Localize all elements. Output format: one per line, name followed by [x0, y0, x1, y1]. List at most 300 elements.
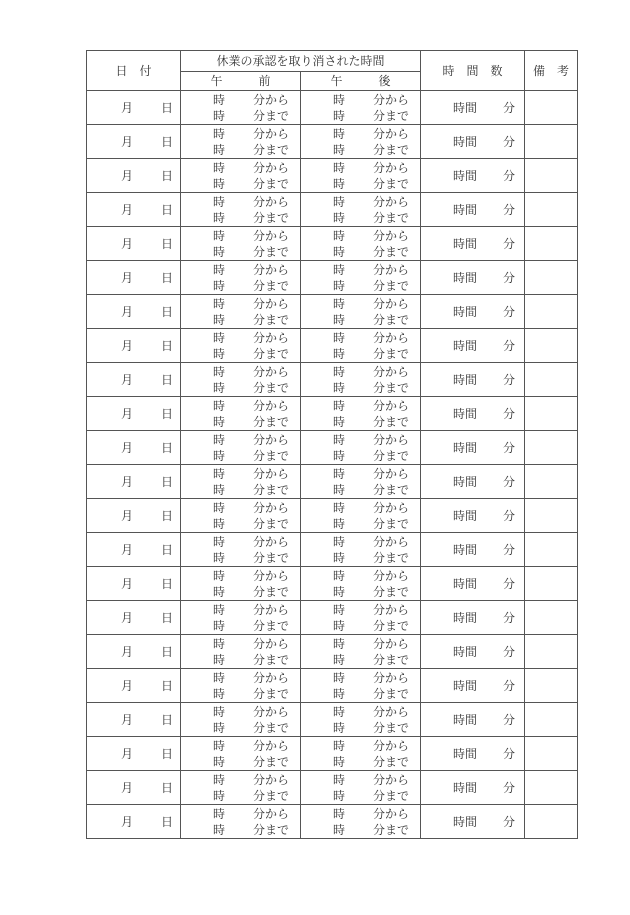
hours-cell[interactable]	[421, 261, 525, 295]
notes-cell[interactable]	[525, 805, 578, 839]
pm-time-cell[interactable]	[301, 567, 421, 601]
hour-label: 時	[333, 823, 346, 837]
notes-cell[interactable]	[525, 567, 578, 601]
pm-time-cell[interactable]	[301, 737, 421, 771]
hour-label: 時	[333, 603, 346, 617]
table-row	[87, 771, 578, 805]
minute-to-label: 分まで	[373, 653, 410, 667]
minute-from-label: 分から	[253, 399, 290, 413]
month-label: 月	[121, 679, 134, 693]
pm-time-cell[interactable]	[301, 431, 421, 465]
header-hours: 時 間 数	[421, 51, 525, 91]
minute-from-label: 分から	[253, 807, 290, 821]
hour-label: 時	[213, 297, 226, 311]
minute-to-label: 分まで	[253, 687, 290, 701]
hours-cell[interactable]	[421, 363, 525, 397]
month-label: 月	[121, 645, 134, 659]
am-time-cell[interactable]	[181, 567, 301, 601]
hours-cell[interactable]	[421, 635, 525, 669]
date-cell[interactable]	[87, 771, 181, 805]
date-cell[interactable]	[87, 737, 181, 771]
pm-time-cell[interactable]	[301, 125, 421, 159]
pm-time-cell[interactable]	[301, 227, 421, 261]
pm-time-cell[interactable]	[301, 805, 421, 839]
hour-label: 時	[333, 687, 346, 701]
minute-from-label: 分から	[373, 331, 410, 345]
minute-from-label: 分から	[373, 365, 410, 379]
hours-cell[interactable]	[421, 125, 525, 159]
minute-to-label: 分まで	[253, 177, 290, 191]
hour-label: 時	[333, 467, 346, 481]
header-cancelled-time: 休業の承認を取り消された時間	[181, 51, 421, 72]
pm-time-cell[interactable]	[301, 465, 421, 499]
date-cell[interactable]	[87, 533, 181, 567]
notes-cell[interactable]	[525, 737, 578, 771]
hours-unit-label: 時間	[453, 475, 478, 489]
day-label: 日	[161, 237, 174, 251]
day-label: 日	[161, 713, 174, 727]
am-from-line	[181, 92, 300, 108]
pm-to-line	[301, 788, 420, 804]
pm-from-line	[301, 738, 420, 754]
hour-label: 時	[213, 721, 226, 735]
hour-label: 時	[333, 705, 346, 719]
hour-label: 時	[213, 653, 226, 667]
minute-from-label: 分から	[253, 127, 290, 141]
hours-unit-label: 時間	[453, 509, 478, 523]
minutes-unit-label: 分	[503, 509, 516, 523]
hours-unit-label: 時間	[453, 679, 478, 693]
day-label: 日	[161, 339, 174, 353]
header-pm: 午 後	[301, 72, 421, 91]
hour-label: 時	[333, 399, 346, 413]
am-time-cell[interactable]	[181, 669, 301, 703]
hour-label: 時	[333, 161, 346, 175]
hour-label: 時	[213, 279, 226, 293]
am-time-cell[interactable]	[181, 771, 301, 805]
hour-label: 時	[213, 211, 226, 225]
minute-from-label: 分から	[253, 331, 290, 345]
date-cell[interactable]	[87, 363, 181, 397]
minute-from-label: 分から	[373, 773, 410, 787]
pm-time-cell[interactable]	[301, 295, 421, 329]
month-label: 月	[121, 509, 134, 523]
minute-to-label: 分まで	[373, 313, 410, 327]
month-label: 月	[121, 101, 134, 115]
am-to-line	[181, 686, 300, 702]
notes-cell[interactable]	[525, 397, 578, 431]
am-time-cell[interactable]	[181, 805, 301, 839]
hour-label: 時	[333, 297, 346, 311]
hour-label: 時	[333, 551, 346, 565]
hours-cell[interactable]	[421, 771, 525, 805]
hour-label: 時	[333, 313, 346, 327]
am-time-cell[interactable]	[181, 397, 301, 431]
month-label: 月	[121, 271, 134, 285]
date-cell[interactable]	[87, 227, 181, 261]
hour-label: 時	[333, 569, 346, 583]
hour-label: 時	[333, 433, 346, 447]
hour-label: 時	[333, 789, 346, 803]
minute-to-label: 分まで	[373, 279, 410, 293]
pm-to-line	[301, 244, 420, 260]
am-time-cell[interactable]	[181, 499, 301, 533]
month-label: 月	[121, 237, 134, 251]
notes-cell[interactable]	[525, 465, 578, 499]
am-to-line	[181, 754, 300, 770]
pm-to-line	[301, 380, 420, 396]
hour-label: 時	[213, 229, 226, 243]
date-cell[interactable]	[87, 601, 181, 635]
minutes-unit-label: 分	[503, 135, 516, 149]
notes-cell[interactable]	[525, 601, 578, 635]
am-to-line	[181, 312, 300, 328]
pm-time-cell[interactable]	[301, 193, 421, 227]
am-time-cell[interactable]	[181, 601, 301, 635]
minute-to-label: 分まで	[373, 109, 410, 123]
day-label: 日	[161, 305, 174, 319]
hours-unit-label: 時間	[453, 101, 478, 115]
minute-to-label: 分まで	[253, 721, 290, 735]
table-row	[87, 737, 578, 771]
hours-cell[interactable]	[421, 193, 525, 227]
minute-to-label: 分まで	[253, 347, 290, 361]
hour-label: 時	[333, 585, 346, 599]
minute-from-label: 分から	[373, 263, 410, 277]
minutes-unit-label: 分	[503, 543, 516, 557]
date-cell[interactable]	[87, 159, 181, 193]
minutes-unit-label: 分	[503, 237, 516, 251]
hour-label: 時	[213, 585, 226, 599]
date-cell[interactable]	[87, 635, 181, 669]
minutes-unit-label: 分	[503, 271, 516, 285]
hour-label: 時	[333, 415, 346, 429]
hours-cell[interactable]	[421, 669, 525, 703]
minute-to-label: 分まで	[373, 143, 410, 157]
minute-from-label: 分から	[253, 603, 290, 617]
table-row	[87, 703, 578, 737]
am-from-line	[181, 568, 300, 584]
notes-cell[interactable]	[525, 363, 578, 397]
am-time-cell[interactable]	[181, 533, 301, 567]
minute-from-label: 分から	[253, 229, 290, 243]
minute-to-label: 分まで	[253, 245, 290, 259]
date-cell[interactable]	[87, 703, 181, 737]
month-label: 月	[121, 815, 134, 829]
date-cell[interactable]	[87, 499, 181, 533]
date-cell[interactable]	[87, 329, 181, 363]
table-row	[87, 431, 578, 465]
am-to-line	[181, 822, 300, 838]
am-to-line	[181, 414, 300, 430]
am-from-line	[181, 330, 300, 346]
hour-label: 時	[213, 365, 226, 379]
pm-from-line	[301, 126, 420, 142]
pm-to-line	[301, 108, 420, 124]
minute-to-label: 分まで	[373, 551, 410, 565]
date-cell[interactable]	[87, 805, 181, 839]
notes-cell[interactable]	[525, 159, 578, 193]
am-to-line	[181, 618, 300, 634]
minutes-unit-label: 分	[503, 781, 516, 795]
hour-label: 時	[213, 773, 226, 787]
day-label: 日	[161, 135, 174, 149]
am-to-line	[181, 244, 300, 260]
date-cell[interactable]	[87, 669, 181, 703]
date-cell[interactable]	[87, 397, 181, 431]
hours-cell[interactable]	[421, 295, 525, 329]
hours-unit-label: 時間	[453, 815, 478, 829]
notes-cell[interactable]	[525, 499, 578, 533]
hours-cell[interactable]	[421, 431, 525, 465]
pm-from-line	[301, 92, 420, 108]
hour-label: 時	[333, 449, 346, 463]
notes-cell[interactable]	[525, 431, 578, 465]
minutes-unit-label: 分	[503, 339, 516, 353]
notes-cell[interactable]	[525, 193, 578, 227]
minute-to-label: 分まで	[373, 449, 410, 463]
notes-cell[interactable]	[525, 635, 578, 669]
hours-unit-label: 時間	[453, 577, 478, 591]
hour-label: 時	[213, 501, 226, 515]
hours-cell[interactable]	[421, 159, 525, 193]
minute-to-label: 分まで	[253, 789, 290, 803]
table-row	[87, 295, 578, 329]
notes-cell[interactable]	[525, 261, 578, 295]
leave-cancellation-form-table	[86, 50, 578, 839]
hour-label: 時	[333, 195, 346, 209]
hours-cell[interactable]	[421, 703, 525, 737]
hours-cell[interactable]	[421, 91, 525, 125]
notes-cell[interactable]	[525, 295, 578, 329]
table-row	[87, 227, 578, 261]
hour-label: 時	[213, 619, 226, 633]
date-cell[interactable]	[87, 567, 181, 601]
am-from-line	[181, 262, 300, 278]
day-label: 日	[161, 781, 174, 795]
hour-label: 時	[333, 483, 346, 497]
hour-label: 時	[333, 279, 346, 293]
minute-to-label: 分まで	[373, 585, 410, 599]
hours-unit-label: 時間	[453, 237, 478, 251]
minute-from-label: 分から	[253, 671, 290, 685]
pm-time-cell[interactable]	[301, 669, 421, 703]
date-cell[interactable]	[87, 465, 181, 499]
am-time-cell[interactable]	[181, 635, 301, 669]
pm-time-cell[interactable]	[301, 703, 421, 737]
hours-cell[interactable]	[421, 397, 525, 431]
hour-label: 時	[213, 483, 226, 497]
hour-label: 時	[333, 619, 346, 633]
minute-to-label: 分まで	[373, 823, 410, 837]
hour-label: 時	[333, 381, 346, 395]
minute-to-label: 分まで	[373, 517, 410, 531]
pm-time-cell[interactable]	[301, 91, 421, 125]
am-from-line	[181, 432, 300, 448]
notes-cell[interactable]	[525, 125, 578, 159]
am-from-line	[181, 466, 300, 482]
pm-from-line	[301, 466, 420, 482]
am-time-cell[interactable]	[181, 431, 301, 465]
pm-to-line	[301, 754, 420, 770]
am-time-cell[interactable]	[181, 329, 301, 363]
hours-unit-label: 時間	[453, 339, 478, 353]
hours-cell[interactable]	[421, 567, 525, 601]
hour-label: 時	[333, 653, 346, 667]
date-cell[interactable]	[87, 125, 181, 159]
am-time-cell[interactable]	[181, 295, 301, 329]
hour-label: 時	[213, 551, 226, 565]
date-cell[interactable]	[87, 431, 181, 465]
hour-label: 時	[213, 93, 226, 107]
pm-from-line	[301, 568, 420, 584]
pm-time-cell[interactable]	[301, 261, 421, 295]
hour-label: 時	[333, 109, 346, 123]
hour-label: 時	[213, 671, 226, 685]
day-label: 日	[161, 373, 174, 387]
am-to-line	[181, 380, 300, 396]
month-label: 月	[121, 713, 134, 727]
pm-to-line	[301, 210, 420, 226]
am-time-cell[interactable]	[181, 193, 301, 227]
hour-label: 時	[213, 637, 226, 651]
header-am: 午 前	[181, 72, 301, 91]
date-cell[interactable]	[87, 261, 181, 295]
pm-to-line	[301, 618, 420, 634]
minute-to-label: 分まで	[373, 721, 410, 735]
am-to-line	[181, 550, 300, 566]
minute-from-label: 分から	[373, 161, 410, 175]
pm-from-line	[301, 806, 420, 822]
hours-cell[interactable]	[421, 601, 525, 635]
pm-to-line	[301, 482, 420, 498]
am-from-line	[181, 228, 300, 244]
notes-cell[interactable]	[525, 91, 578, 125]
hour-label: 時	[333, 143, 346, 157]
am-from-line	[181, 364, 300, 380]
pm-time-cell[interactable]	[301, 363, 421, 397]
am-time-cell[interactable]	[181, 125, 301, 159]
pm-time-cell[interactable]	[301, 635, 421, 669]
am-to-line	[181, 482, 300, 498]
hours-cell[interactable]	[421, 737, 525, 771]
pm-to-line	[301, 448, 420, 464]
hours-unit-label: 時間	[453, 203, 478, 217]
pm-to-line	[301, 346, 420, 362]
month-label: 月	[121, 781, 134, 795]
minutes-unit-label: 分	[503, 611, 516, 625]
minute-to-label: 分まで	[253, 211, 290, 225]
notes-cell[interactable]	[525, 329, 578, 363]
date-cell[interactable]	[87, 193, 181, 227]
pm-time-cell[interactable]	[301, 499, 421, 533]
hours-cell[interactable]	[421, 465, 525, 499]
am-time-cell[interactable]	[181, 363, 301, 397]
am-time-cell[interactable]	[181, 737, 301, 771]
month-label: 月	[121, 577, 134, 591]
hours-unit-label: 時間	[453, 373, 478, 387]
minute-to-label: 分まで	[253, 279, 290, 293]
minute-from-label: 分から	[373, 501, 410, 515]
date-cell[interactable]	[87, 91, 181, 125]
hours-cell[interactable]	[421, 227, 525, 261]
am-time-cell[interactable]	[181, 227, 301, 261]
day-label: 日	[161, 203, 174, 217]
hours-cell[interactable]	[421, 499, 525, 533]
table-row	[87, 159, 578, 193]
hours-cell[interactable]	[421, 805, 525, 839]
minute-from-label: 分から	[253, 739, 290, 753]
date-cell[interactable]	[87, 295, 181, 329]
hour-label: 時	[213, 433, 226, 447]
hour-label: 時	[213, 569, 226, 583]
table-row	[87, 193, 578, 227]
hour-label: 時	[333, 517, 346, 531]
day-label: 日	[161, 747, 174, 761]
hour-label: 時	[213, 687, 226, 701]
table-row	[87, 567, 578, 601]
pm-time-cell[interactable]	[301, 397, 421, 431]
pm-time-cell[interactable]	[301, 771, 421, 805]
am-from-line	[181, 636, 300, 652]
pm-from-line	[301, 160, 420, 176]
am-to-line	[181, 652, 300, 668]
pm-to-line	[301, 142, 420, 158]
hour-label: 時	[213, 127, 226, 141]
minute-from-label: 分から	[253, 569, 290, 583]
hour-label: 時	[333, 211, 346, 225]
hour-label: 時	[333, 229, 346, 243]
pm-to-line	[301, 550, 420, 566]
minute-to-label: 分まで	[373, 347, 410, 361]
notes-cell[interactable]	[525, 703, 578, 737]
pm-from-line	[301, 262, 420, 278]
hours-unit-label: 時間	[453, 407, 478, 421]
form-body	[87, 91, 578, 839]
am-time-cell[interactable]	[181, 703, 301, 737]
hour-label: 時	[333, 637, 346, 651]
am-time-cell[interactable]	[181, 159, 301, 193]
minute-from-label: 分から	[253, 637, 290, 651]
pm-time-cell[interactable]	[301, 533, 421, 567]
hour-label: 時	[213, 755, 226, 769]
month-label: 月	[121, 339, 134, 353]
am-time-cell[interactable]	[181, 91, 301, 125]
am-from-line	[181, 126, 300, 142]
notes-cell[interactable]	[525, 533, 578, 567]
minute-from-label: 分から	[373, 195, 410, 209]
notes-cell[interactable]	[525, 227, 578, 261]
hours-cell[interactable]	[421, 533, 525, 567]
minute-from-label: 分から	[253, 195, 290, 209]
minute-from-label: 分から	[253, 467, 290, 481]
minute-to-label: 分まで	[373, 789, 410, 803]
minute-from-label: 分から	[373, 603, 410, 617]
hours-cell[interactable]	[421, 329, 525, 363]
pm-time-cell[interactable]	[301, 329, 421, 363]
am-from-line	[181, 160, 300, 176]
hour-label: 時	[213, 517, 226, 531]
notes-cell[interactable]	[525, 771, 578, 805]
notes-cell[interactable]	[525, 669, 578, 703]
pm-time-cell[interactable]	[301, 601, 421, 635]
am-time-cell[interactable]	[181, 465, 301, 499]
month-label: 月	[121, 441, 134, 455]
day-label: 日	[161, 101, 174, 115]
pm-time-cell[interactable]	[301, 159, 421, 193]
am-to-line	[181, 516, 300, 532]
am-time-cell[interactable]	[181, 261, 301, 295]
